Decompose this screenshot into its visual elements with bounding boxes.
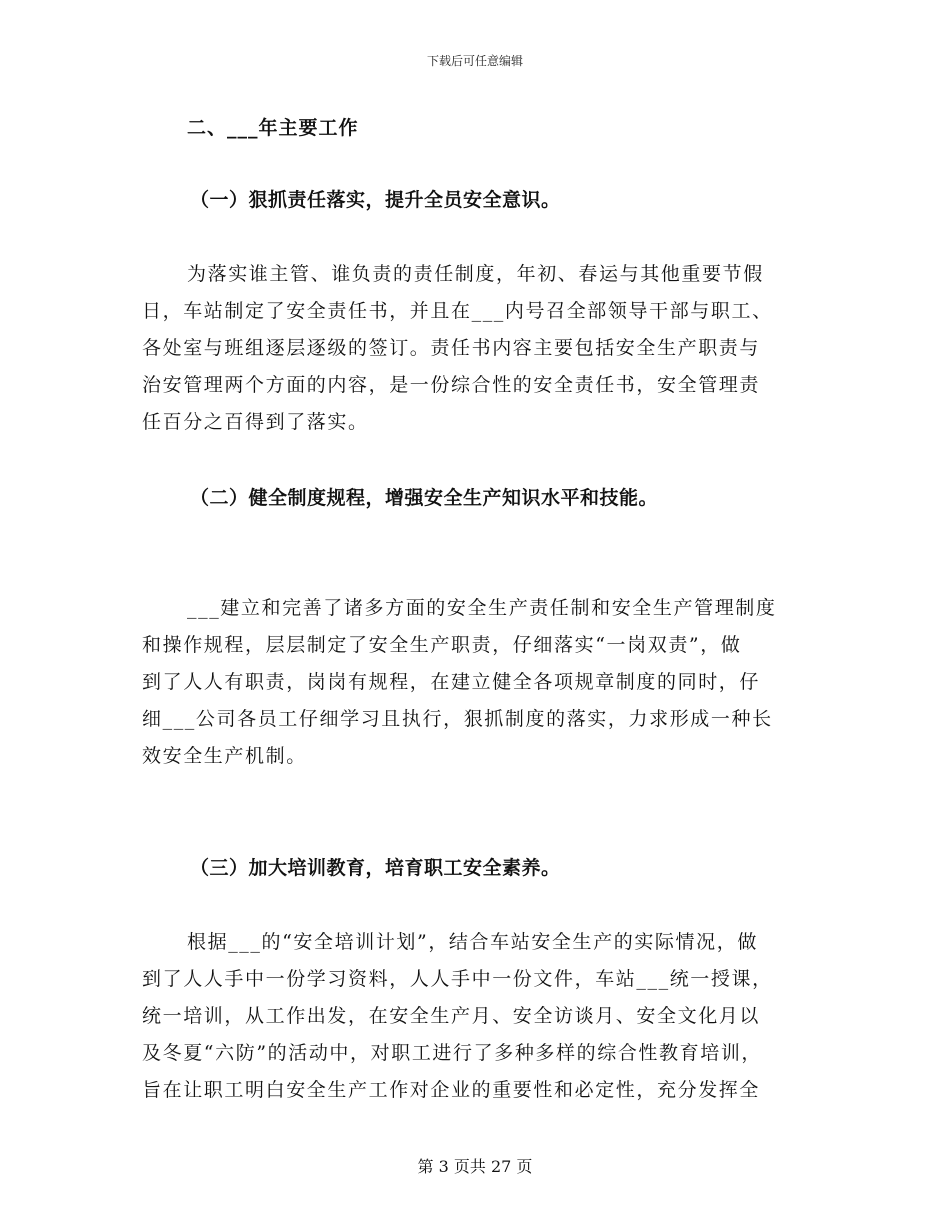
paragraph-line: 效安全生产机制。 xyxy=(142,745,307,767)
subsection-heading-2: （二）健全制度规程，增强安全生产知识水平和技能。 xyxy=(190,487,659,509)
paragraph-line: 旨在让职工明白安全生产工作对企业的重要性和必定性，充分发挥全 xyxy=(142,1079,761,1101)
paragraph-1 xyxy=(142,256,812,441)
paragraph-line: 及冬夏“六防”的活动中，对职工进行了多种多样的综合性教育培训， xyxy=(142,1042,763,1064)
paragraph-line: 根据___的“安全培训计划”，结合车站安全生产的实际情况，做 xyxy=(187,931,758,953)
paragraph-2 xyxy=(142,590,812,775)
paragraph-3 xyxy=(142,924,812,1109)
paragraph-line: 到了人人手中一份学习资料，人人手中一份文件，车站___统一授课， xyxy=(142,968,773,990)
paragraph-line: 细___公司各员工仔细学习且执行，狠抓制度的落实，力求形成一种长 xyxy=(142,708,773,730)
page-number: 第 3 页共 27 页 xyxy=(417,1157,533,1176)
page-header-note: 下载后可任意编辑 xyxy=(426,54,523,68)
subsection-heading-3: （三）加大培训教育，培育职工安全素养。 xyxy=(190,857,561,879)
section-title: 二、___年主要工作 xyxy=(187,117,359,139)
paragraph-line: ___建立和完善了诸多方面的安全生产责任制和安全生产管理制度 xyxy=(187,597,777,619)
paragraph-line: 和操作规程，层层制定了安全生产职责，仔细落实“一岗双责”，做 xyxy=(142,634,742,656)
subsection-heading-1: （一）狠抓责任落实，提升全员安全意识。 xyxy=(190,189,561,211)
paragraph-line: 到了人人有职责，岗岗有规程，在建立健全各项规章制度的同时，仔 xyxy=(142,671,761,693)
paragraph-line: 统一培训，从工作出发，在安全生产月、安全访谈月、安全文化月以 xyxy=(142,1005,761,1027)
paragraph-line: 为落实谁主管、谁负责的责任制度，年初、春运与其他重要节假 xyxy=(187,263,764,285)
paragraph-line: 治安管理两个方面的内容，是一份综合性的安全责任书，安全管理责 xyxy=(142,374,761,396)
paragraph-line: 各处室与班组逐层逐级的签订。责任书内容主要包括安全生产职责与 xyxy=(142,337,761,359)
paragraph-line: 任百分之百得到了落实。 xyxy=(142,411,369,433)
paragraph-line: 日，车站制定了安全责任书，并且在___内号召全部领导干部与职工、 xyxy=(142,300,773,322)
